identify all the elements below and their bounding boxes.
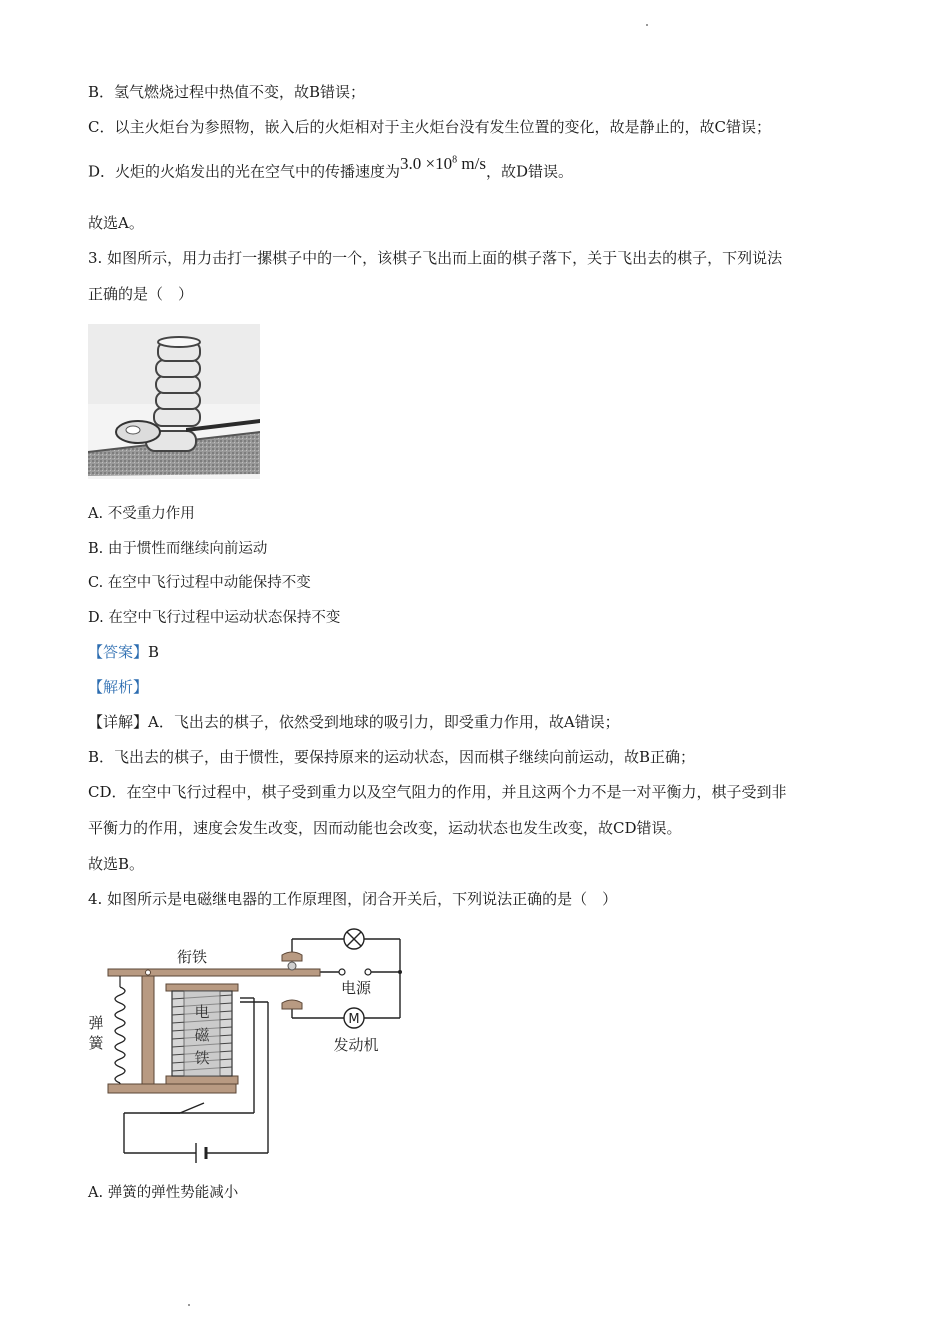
armature-label: 衔铁 bbox=[176, 948, 208, 966]
support-post bbox=[142, 976, 154, 1084]
detail-label: 【详解】 bbox=[88, 713, 149, 731]
answer-value: B bbox=[148, 643, 160, 661]
question-3-option-d: D. 在空中飞行过程中运动状态保持不变 bbox=[88, 610, 341, 626]
relay-contacts bbox=[282, 952, 302, 1009]
relay-diagram bbox=[80, 925, 420, 1170]
answer-line-b: B．氢气燃烧过程中热值不变，故B错误； bbox=[88, 83, 366, 101]
speed-base: 3.0 ×10 bbox=[400, 153, 453, 173]
spring-label-2: 簧 bbox=[88, 1034, 104, 1052]
spring bbox=[115, 987, 125, 1083]
motor-symbol-label: M bbox=[348, 1012, 360, 1027]
answer-line-d-prefix: D．火炬的火焰发出的光在空气中的传播速度为 bbox=[88, 162, 401, 181]
question-3-option-b: B. 由于惯性而继续向前运动 bbox=[88, 541, 268, 557]
chess-stack-photo bbox=[88, 324, 260, 479]
speed-exponent: 8 bbox=[452, 154, 458, 165]
magnet-label-2: 磁 bbox=[194, 1026, 210, 1044]
answer-row bbox=[88, 642, 159, 662]
motor-label: 发动机 bbox=[333, 1036, 379, 1054]
power-label: 电源 bbox=[340, 979, 372, 997]
power-terminal-left bbox=[339, 969, 345, 975]
question-4-option-a: A. 弹簧的弹性势能减小 bbox=[88, 1185, 239, 1201]
question-3-option-a: A. 不受重力作用 bbox=[88, 506, 195, 522]
speed-unit: m/s bbox=[457, 153, 486, 173]
junction-dot bbox=[398, 970, 402, 974]
armature-bar bbox=[108, 969, 320, 976]
choose-a: 故选A。 bbox=[88, 214, 144, 232]
analysis-label: 【解析】 bbox=[88, 678, 149, 696]
detail-cd-2: 平衡力的作用，速度会发生改变，因而动能也会改变，运动状态也发生改变，故CD错误。 bbox=[88, 819, 682, 837]
spring-label-1: 弹 bbox=[88, 1014, 104, 1032]
answer-label: 【答案】 bbox=[88, 643, 149, 661]
detail-cd-1: CD．在空中飞行过程中，棋子受到重力以及空气阻力的作用，并且这两个力不是一对平衡力，棋子受到非 bbox=[88, 783, 787, 801]
magnet-label-1: 电 bbox=[194, 1003, 210, 1021]
detail-a-text: A．飞出去的棋子，依然受到地球的吸引力，即受重力作用，故A错误； bbox=[148, 713, 620, 731]
answer-line-d-suffix: ，故D错误。 bbox=[485, 162, 573, 181]
choose-b: 故选B。 bbox=[88, 855, 145, 873]
motor-symbol bbox=[344, 1008, 364, 1028]
answer-line-c: C．以主火炬台为参照物，嵌入后的火炬相对于主火炬台没有发生位置的变化，故是静止的，故C错误； bbox=[88, 118, 771, 136]
answer-line-d bbox=[88, 153, 573, 182]
scan-mark bbox=[646, 24, 648, 26]
armature-pivot bbox=[146, 970, 151, 975]
lamp-symbol bbox=[344, 929, 364, 949]
speed-formula bbox=[400, 154, 486, 173]
scan-mark-bottom bbox=[188, 1304, 190, 1306]
base-plate bbox=[108, 1084, 236, 1093]
detail-b: B．飞出去的棋子，由于惯性，要保持原来的运动状态，因而棋子继续向前运动，故B正确； bbox=[88, 748, 696, 766]
question-3-option-c: C. 在空中飞行过程中动能保持不变 bbox=[88, 575, 311, 591]
power-terminal-right bbox=[365, 969, 371, 975]
question-3-stem-1: 3. 如图所示，用力击打一摞棋子中的一个，该棋子飞出而上面的棋子落下，关于飞出去的棋子，下列说法 bbox=[88, 249, 783, 267]
magnet-label-3: 铁 bbox=[194, 1049, 210, 1067]
detail-a bbox=[88, 712, 620, 732]
question-4-stem: 4. 如图所示是电磁继电器的工作原理图，闭合开关后，下列说法正确的是（ ） bbox=[88, 890, 618, 908]
question-3-stem-2: 正确的是（ ） bbox=[88, 285, 194, 303]
